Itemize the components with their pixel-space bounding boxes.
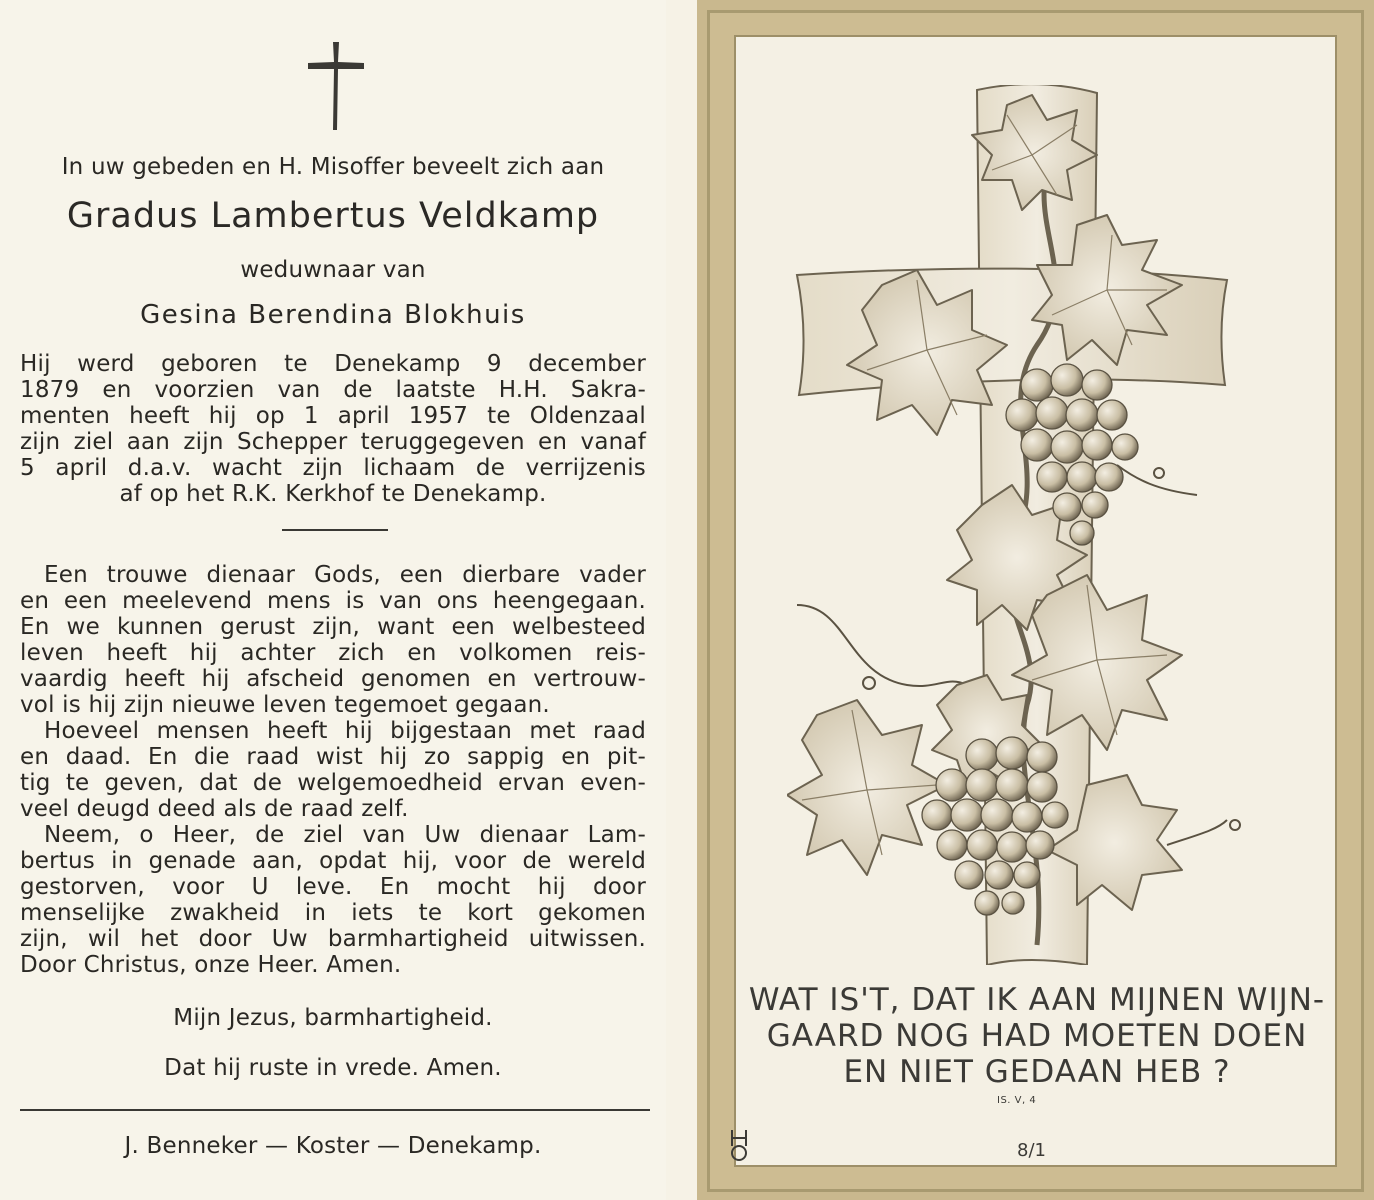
- prayer-line: En we kunnen gerust zijn, want een welbesteed: [20, 614, 646, 640]
- prayer-line: Hoeveel mensen heeft hij bijgestaan met raad: [44, 718, 646, 744]
- prayer-line: menselijke zwakheid in iets te kort gekomen: [20, 900, 646, 926]
- spouse-name: Gesina Berendina Blokhuis: [140, 300, 526, 330]
- card-number: 8/1: [1017, 1140, 1046, 1161]
- bio-line: af op het R.K. Kerkhof te Denekamp.: [119, 481, 547, 507]
- publisher-monogram-icon: [727, 1128, 751, 1162]
- prayer-line: vaardig heeft hij afscheid genomen en vertrouw-: [20, 666, 646, 692]
- prayer-line: bertus in genade aan, opdat hij, voor de wereld: [20, 848, 646, 874]
- printer-credit: J. Benneker — Koster — Denekamp.: [124, 1133, 542, 1159]
- prayer-line: veel deugd deed als de raad zelf.: [20, 796, 409, 822]
- prayer-line: Een trouwe dienaar Gods, een dierbare vader: [44, 562, 646, 588]
- memorial-card-picture-side: [697, 0, 1374, 1200]
- verse-reference: IS. V, 4: [997, 1095, 1037, 1106]
- verse-line: WAT IS'T, DAT IK AAN MIJNEN WIJN-: [748, 982, 1326, 1018]
- latin-cross-icon: [306, 42, 366, 130]
- prayer-line: gestorven, voor U leve. En mocht hij door: [20, 874, 646, 900]
- memorial-card-text-side: [0, 0, 666, 1200]
- prayer-line: vol is hij zijn nieuwe leven tegemoet gegaan.: [20, 692, 550, 718]
- divider: [282, 529, 388, 531]
- prayer-line: en daad. En die raad wist hij zo sappig en pit-: [20, 744, 646, 770]
- deceased-name: Gradus Lambertus Veldkamp: [66, 196, 600, 236]
- bio-line: menten heeft hij op 1 april 1957 te Oldenzaal: [20, 403, 646, 429]
- bio-line: 1879 en voorzien van de laatste H.H. Sakra-: [20, 377, 646, 403]
- prayer-line: leven heeft hij achter zich en volkomen reis-: [20, 640, 646, 666]
- invocation-line: Mijn Jezus, barmhartigheid.: [173, 1005, 493, 1031]
- prayer-line: zijn, wil het door Uw barmhartigheid uitwissen.: [20, 926, 646, 952]
- bio-line: Hij werd geboren te Denekamp 9 december: [20, 351, 646, 377]
- rest-in-peace-line: Dat hij ruste in vrede. Amen.: [164, 1055, 502, 1081]
- intro-line: In uw gebeden en H. Misoffer beveelt zich aan: [61, 154, 605, 180]
- footer-divider: [20, 1109, 650, 1111]
- relation-line: weduwnaar van: [240, 257, 426, 283]
- bio-line: zijn ziel aan zijn Schepper teruggegeven en vanaf: [20, 429, 646, 455]
- prayer-line: en een meelevend mens is van ons heengegaan.: [20, 588, 646, 614]
- verse-line: EN NIET GEDAAN HEB ?: [843, 1054, 1231, 1090]
- verse-line: GAARD NOG HAD MOETEN DOEN: [766, 1018, 1308, 1054]
- cross-with-grapevine-icon: [787, 85, 1287, 965]
- prayer-line: Neem, o Heer, de ziel van Uw dienaar Lam-: [44, 822, 646, 848]
- prayer-line: Door Christus, onze Heer. Amen.: [20, 952, 402, 978]
- prayer-line: tig te geven, dat de welgemoedheid ervan even-: [20, 770, 646, 796]
- bio-line: 5 april d.a.v. wacht zijn lichaam de verrijzenis: [20, 455, 646, 481]
